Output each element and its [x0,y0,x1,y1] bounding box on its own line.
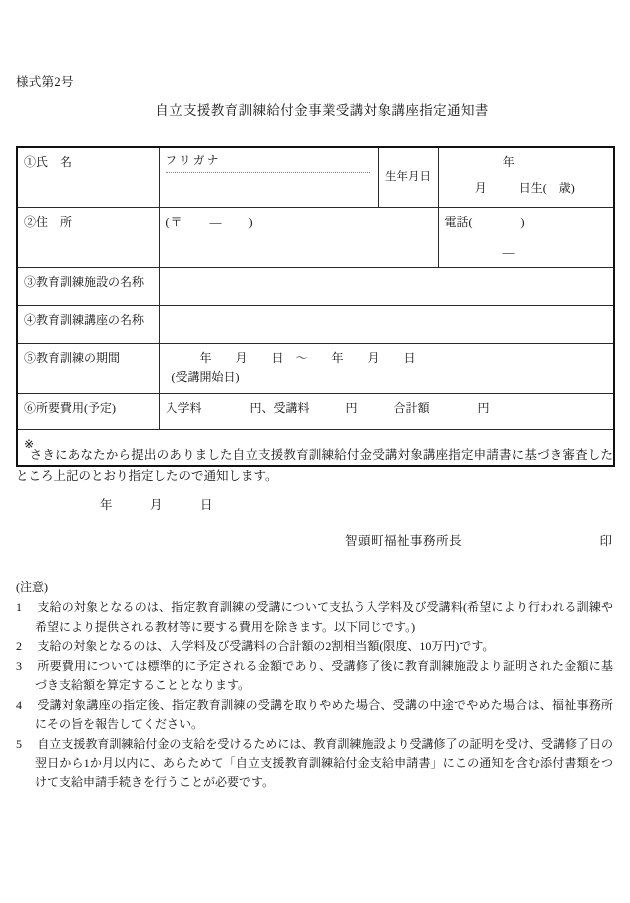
period-range: 年 月 日 〜 年 月 日 [199,351,416,365]
official-use-marker: ※ [24,437,35,451]
period-start-note: (受講開始日) [171,370,240,384]
cost-breakdown: 入学料 円、受講料 円 合計額 円 [165,401,490,415]
seal-mark: 印 [599,534,612,548]
telephone-dash: — [502,245,515,259]
table-row-cost [17,394,614,430]
note-number: 3 [16,658,22,673]
issuer-name: 智頭町福祉事務所長 [344,534,462,548]
cell-name-value[interactable] [159,147,378,208]
notes-title: (注意) [16,580,48,594]
cell-period-value[interactable] [159,344,614,394]
note-item [16,637,613,656]
birthdate-month-day [445,171,608,197]
signature-inner [16,531,614,549]
birthdate-year: 年 [502,155,515,169]
applicant-form-table [16,146,615,467]
row-label-institution: ③教育訓練施設の名称 [17,268,159,306]
table-row-period [17,344,614,394]
row-label-course: ④教育訓練講座の名称 [17,306,159,344]
note-text: 所要費用については標準的に予定される金額であり、受講修了後に教育訓練施設より証明された金額に基づき支給額を算定することとなります。 [35,658,613,693]
note-text: 支給の対象となるのは、入学料及び受講料の合計額の2割相当額(限度、10万円)です。 [37,639,495,654]
note-item [16,696,613,735]
note-text: 自立支援教育訓練給付金の支給を受けるためには、教育訓練施設より受講修了の証明を受け、受講修了日の翌日から1か月以内に、あらためて「自立支援教育訓練給付金支給申請書」にこの通知を含む添付書類をつけて支給申請手続きを行うことが必要です。 [35,736,613,790]
cell-address-value[interactable] [159,208,438,268]
note-text: 支給の対象となるのは、指定教育訓練の受講について支払う入学料及び受講料(希望により行われる訓練や希望により提供される教材等に要する費用を除きます。以下同じです。) [35,600,613,634]
birthdate-month: 月 [474,181,487,195]
note-item [16,735,613,793]
cell-course-value[interactable] [159,306,614,344]
birthdate-day-age: 日生( 歳) [518,181,575,195]
telephone-label: 電話( ) [444,215,525,229]
signature-block [16,531,614,549]
cell-institution-value[interactable] [159,268,614,306]
table-row-course [17,306,614,344]
issue-date-line: 年 月 日 [100,498,213,512]
note-item [16,598,613,637]
page-title: 自立支援教育訓練給付金事業受講対象講座指定通知書 [155,103,489,118]
row-label-birthdate: 生年月日 [378,147,438,208]
note-number: 1 [16,600,22,615]
cell-cost-value[interactable] [159,394,614,430]
note-number: 4 [16,697,22,712]
furigana-wrap [166,153,372,203]
note-number: 5 [16,736,22,751]
table-row-institution [17,268,614,306]
row-label-period: ⑤教育訓練の期間 [17,344,159,394]
table-row-address [17,208,614,268]
cell-telephone-value[interactable] [438,208,614,268]
notes-section [16,578,613,793]
furigana-label: フリガナ [166,153,370,173]
note-item [16,657,613,696]
table-row-name [17,147,614,208]
cell-birthdate-value[interactable] [438,147,614,208]
notification-paragraph: さきにあなたから提出のありました自立支援教育訓練給付金受講対象講座指定申請書に基づき審査したところ上記のとおり指定したので通知します。 [16,448,613,483]
row-label-cost: ⑥所要費用(予定) [17,394,159,430]
form-number: 様式第2号 [16,75,74,89]
note-text: 受講対象講座の指定後、指定教育訓練の受講を取りやめた場合、受講の中途でやめた場合は、福祉事務所にその旨を報告してください。 [35,697,613,732]
postal-code-field: (〒 — ) [165,215,254,229]
row-label-address: ②住 所 [17,208,159,268]
note-number: 2 [16,639,22,654]
row-label-name: ①氏 名 [17,147,159,208]
